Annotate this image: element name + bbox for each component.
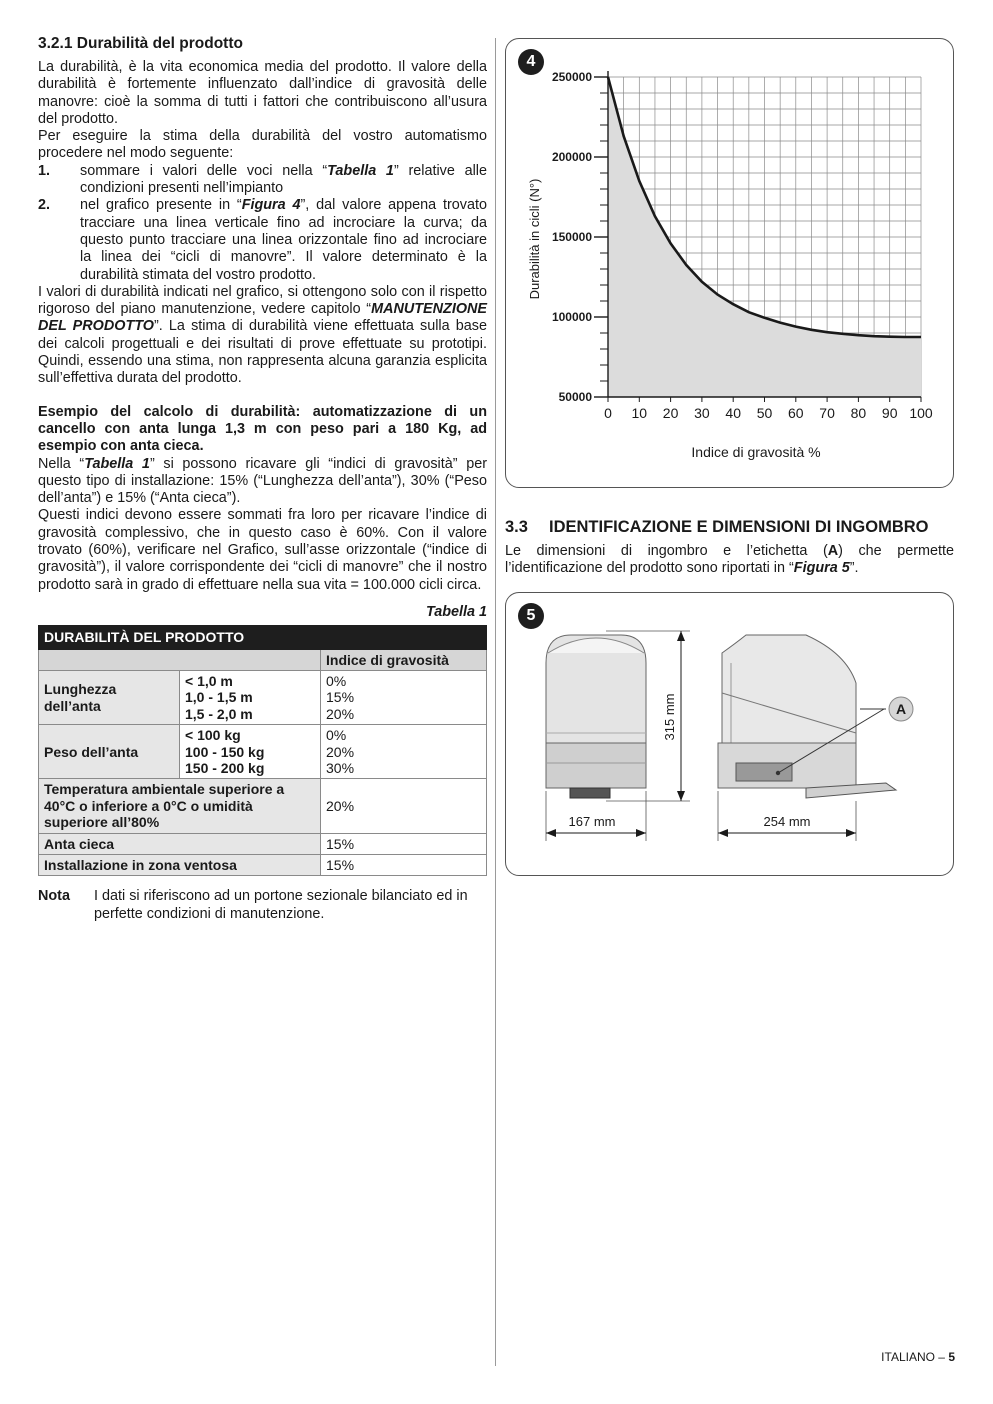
x-tick-label: 50 bbox=[756, 405, 773, 421]
row-range: < 100 kg 100 - 150 kg 150 - 200 kg bbox=[180, 725, 321, 779]
front-view-drawing bbox=[546, 635, 646, 798]
y-axis-label: Durabilità in cicli (N°) bbox=[527, 178, 542, 300]
row-value: 0% 15% 20% bbox=[321, 671, 487, 725]
section-title: IDENTIFICAZIONE E DIMENSIONI DI INGOMBRO bbox=[549, 518, 929, 536]
row-value: 15% bbox=[321, 855, 487, 876]
row-value: 0% 20% 30% bbox=[321, 725, 487, 779]
y-tick-label: 50000 bbox=[558, 390, 592, 404]
section-heading-durabilita: 3.2.1 Durabilità del prodotto bbox=[38, 35, 243, 52]
row-label: Installazione in zona ventosa bbox=[39, 855, 321, 876]
table-caption: Tabella 1 bbox=[425, 603, 487, 620]
front-width-dimension: 167 mm bbox=[568, 813, 616, 829]
left-column bbox=[38, 34, 487, 923]
x-tick-label: 90 bbox=[881, 405, 898, 421]
x-axis-label: Indice di gravosità % bbox=[691, 444, 821, 460]
x-tick-label: 60 bbox=[788, 405, 804, 421]
page-footer bbox=[881, 1350, 955, 1364]
table-row bbox=[39, 855, 487, 876]
paragraph-3: I valori di durabilità indicati nel grafico, si ottengono solo con il rispetto rigoroso del piano manutenzione, vedere capitolo “MANUTENZIONE DEL PRODOTTO”. La stima di durabilità viene effettuata sulla base dei calcoli progettuali e dei risultati di prove effettuate su prototipi. Quindi, essendo una stima, non rappresenta alcuna garanzia esplicita sull’effettiva durata del prodotto. bbox=[38, 283, 487, 387]
figure-number-badge: 5 bbox=[518, 603, 544, 629]
paragraph-4: Nella “Tabella 1” si possono ricavare gli “indici di gravosità” per questo tipo di installazione: 15% (“Lunghezza dell’anta”), 30% (“Peso dell’anta”) e 15% (“Anta cieca”). bbox=[38, 455, 487, 507]
section-intro: Le dimensioni di ingombro e l’etichetta (A) che permette l’identificazione del prodotto sono riportati in “Figura 5”. bbox=[505, 543, 954, 577]
x-tick-label: 80 bbox=[850, 405, 867, 421]
paragraph-5: Questi indici devono essere sommati fra loro per ricavare l’indice di gravosità complessivo, che in questo caso è 60%. Con il valore trovato (60%), verificare nel Grafico, sull’asse orizzontale (“indice di gravosità”), il valore corrispondente dei “cicli di manovre” che il nostro prodotto sarà in grado di effettuare nella sua vita = 100.000 cicli circa. bbox=[38, 507, 487, 593]
y-tick-label: 250000 bbox=[551, 70, 592, 84]
x-tick-label: 70 bbox=[819, 405, 835, 421]
table-title: DURABILITÀ DEL PRODOTTO bbox=[39, 626, 487, 649]
x-tick-label: 0 bbox=[604, 405, 612, 421]
row-value: 20% bbox=[321, 779, 487, 833]
row-value: 15% bbox=[321, 833, 487, 854]
step-number: 2. bbox=[38, 197, 51, 214]
step-text: sommare i valori delle voci nella “Tabella 1” relative alle condizioni presenti nell’impianto bbox=[80, 162, 487, 197]
footer-language: ITALIANO – bbox=[881, 1350, 949, 1364]
x-tick-label: 20 bbox=[662, 405, 679, 421]
x-tick-label: 30 bbox=[694, 405, 710, 421]
row-label: Peso dell’anta bbox=[39, 725, 180, 779]
paragraph-2: Per eseguire la stima della durabilità del vostro automatismo procedere nel modo seguente: bbox=[38, 128, 487, 162]
x-tick-label: 40 bbox=[725, 405, 741, 421]
right-column bbox=[505, 38, 954, 876]
step-number: 1. bbox=[38, 162, 51, 179]
figure-5-ref: Figura 5 bbox=[793, 560, 850, 577]
y-tick-label: 150000 bbox=[551, 230, 592, 244]
x-tick-label: 10 bbox=[631, 405, 648, 421]
note bbox=[38, 888, 487, 923]
durability-chart bbox=[506, 39, 953, 487]
table-row bbox=[39, 725, 487, 779]
example-title: Esempio del calcolo di durabilità: automatizzazione di un cancello con anta lunga 1,3 m con peso pari a 180 Kg, ad esempio con anta cieca. bbox=[38, 403, 487, 455]
table-row bbox=[39, 671, 487, 725]
durability-table bbox=[38, 625, 487, 876]
paragraph-1: La durabilità, è la vita economica media del prodotto. Il valore della durabilità è fortemente influenzato dall’indice di gravosità delle manovre: cioè la somma di tutti i fattori che contribuiscono all’usura del prodotto. bbox=[38, 59, 487, 127]
step-text: nel grafico presente in “Figura 4”, dal valore appena trovato tracciare una linea verticale fino ad incrociare la curva; da questo punto tracciare una linea orizzontale fino ad incrociare la linea dei “cicli di manovre”. Il valore determinato è la durabilità stimata del vostro prodotto. bbox=[80, 197, 487, 283]
row-label: Temperatura ambientale superiore a 40°C o inferiore a 0°C o umidità superiore all’80% bbox=[39, 779, 321, 833]
row-label: Anta cieca bbox=[39, 833, 321, 854]
page-number: 5 bbox=[948, 1350, 955, 1364]
row-range: < 1,0 m 1,0 - 1,5 m 1,5 - 2,0 m bbox=[180, 671, 321, 725]
figure-4-box bbox=[505, 38, 954, 488]
section-heading-3-3 bbox=[505, 518, 954, 537]
side-width-dimension: 254 mm bbox=[763, 813, 811, 829]
note-label: Nota bbox=[38, 888, 70, 905]
table-ref-link: Tabella 1 bbox=[327, 162, 394, 179]
table-ref: Tabella 1 bbox=[84, 455, 150, 472]
row-label: Lunghezza dell’anta bbox=[39, 671, 180, 725]
y-tick-label: 100000 bbox=[551, 310, 592, 324]
figure-5-box bbox=[505, 592, 954, 876]
note-text: I dati si riferiscono ad un portone sezionale bilanciato ed in perfette condizioni di manutenzione. bbox=[94, 888, 468, 922]
steps-list bbox=[38, 163, 487, 284]
figure-ref-link: Figura 4 bbox=[241, 197, 301, 214]
section-number: 3.3 bbox=[505, 518, 528, 536]
height-dimension: 315 mm bbox=[662, 693, 677, 741]
side-view-drawing bbox=[718, 635, 896, 798]
label-a-marker: A bbox=[895, 700, 907, 717]
y-tick-label: 200000 bbox=[551, 150, 592, 164]
table-row bbox=[39, 833, 487, 854]
table-header-index: Indice di gravosità bbox=[321, 649, 487, 670]
column-divider bbox=[495, 38, 496, 1366]
figure-number-badge: 4 bbox=[518, 49, 544, 75]
x-tick-label: 100 bbox=[909, 405, 933, 421]
chapter-ref: MANUTENZIONE DEL PRODOTTO bbox=[38, 301, 487, 335]
step-item bbox=[38, 163, 487, 198]
table-header-empty bbox=[39, 649, 321, 670]
label-a-ref: A bbox=[827, 543, 839, 559]
dimension-drawing bbox=[506, 593, 953, 875]
step-item bbox=[38, 197, 487, 283]
table-row bbox=[39, 779, 487, 833]
